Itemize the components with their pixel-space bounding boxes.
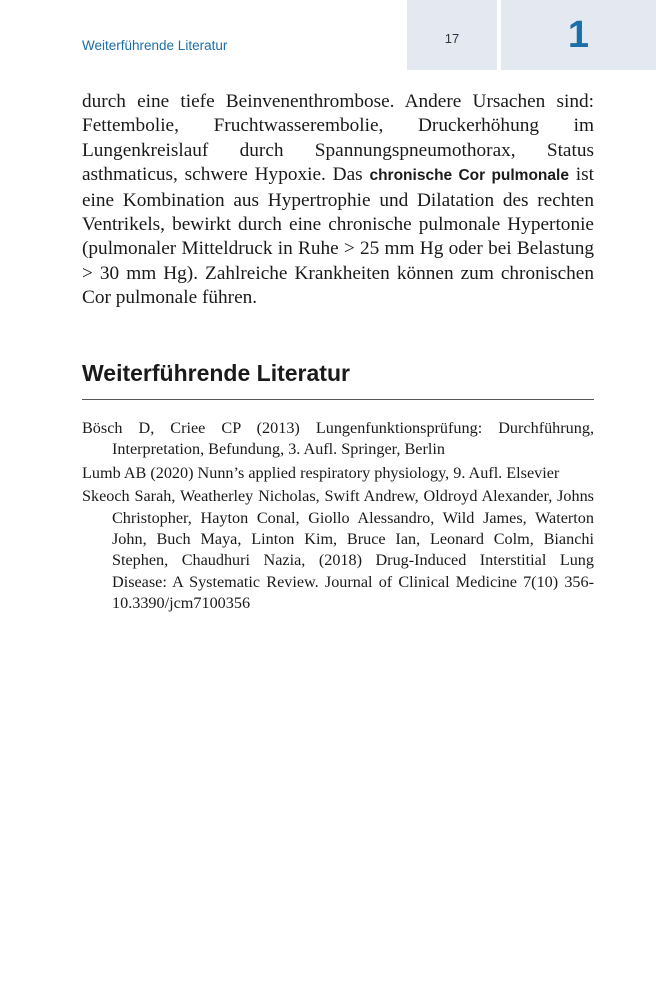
running-header-title: Weiterführende Literatur [82,38,228,53]
paragraph-text-after: ist eine Kombination aus Hypertrophie und Dilatation des rechten Ventrikels, bewirkt durch eine chronische pulmonale Hypertonie (pulmonaler Mitteldruck in Ruhe > 25 mm Hg oder bei Belastung > 30 mm Hg). Zahlreiche Krankheiten können zum chronischen Cor pulmonale führen. [82,164,594,309]
page-number-box [407,0,497,70]
paragraph-text-before: durch eine tiefe Beinvenenthrombose. Andere Ursachen sind: Fettembolie, Fruchtwasserembolie, Druckerhöhung im Lungenkreislauf durch Spannungspneumothorax, Status asthmaticus, schwere Hypoxie. Das [82,91,594,186]
bold-term: chronische Cor pulmonale [369,167,569,185]
chapter-tab [501,0,656,70]
chapter-number: 1 [567,13,590,56]
page-number: 17 [444,30,460,46]
reference-item: Bösch D, Criee CP (2013) Lungenfunktionsprüfung: Durchführung, Interpretation, Befundung, 3. Aufl. Springer, Berlin [82,419,594,459]
body-paragraph [82,90,594,311]
section-title: Weiterführende Literatur [82,360,350,386]
reference-item: Skeoch Sarah, Weatherley Nicholas, Swift Andrew, Oldroyd Alexander, Johns Christopher, Hayton Conal, Giollo Alessandro, Wild James, Waterton John, Buch Maya, Linton Kim, Bruce Ian, Leonard Colm, Bianchi Stephen, Chaudhuri Nazia, (2018) Drug-Induced Interstitial Lung Disease: A Systematic Review. Journal of Clinical Medicine 7(10) 356-10.3390/jcm7100356 [82,487,594,613]
section-divider [82,399,594,400]
reference-list [82,418,594,617]
reference-item: Lumb AB (2020) Nunn’s applied respiratory physiology, 9. Aufl. Elsevier [82,463,560,482]
